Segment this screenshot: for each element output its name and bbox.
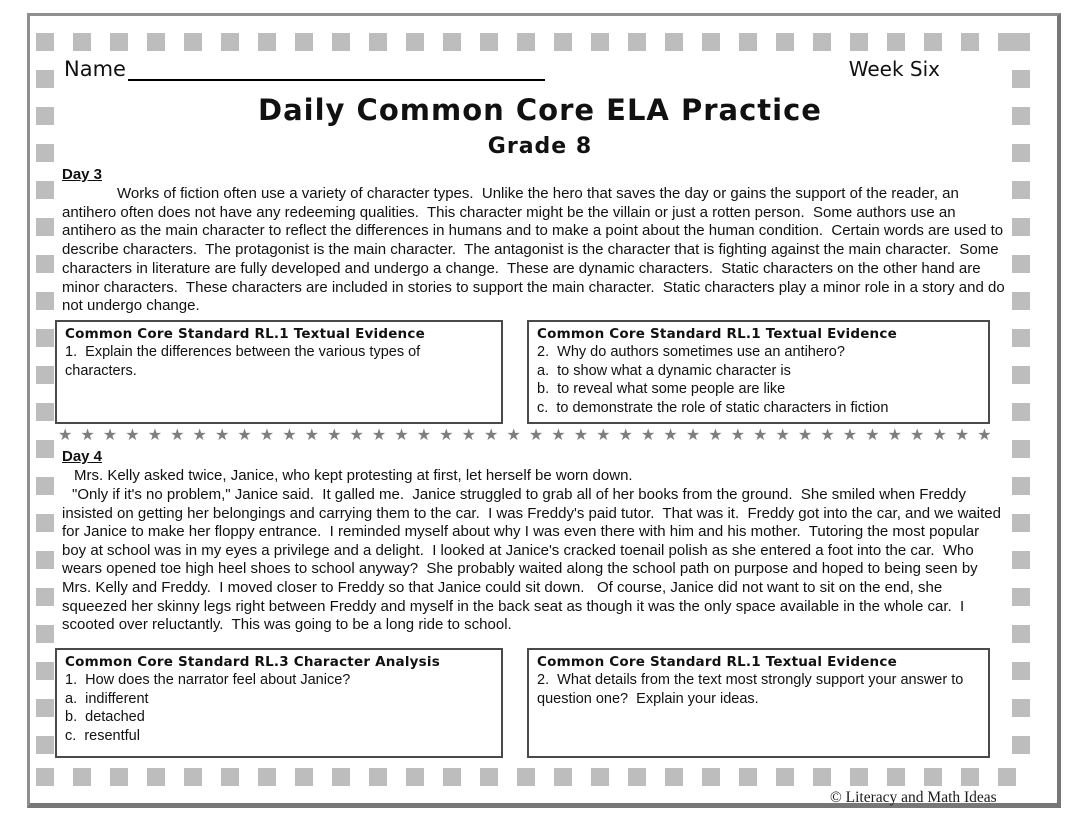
- star-icon: ★: [842, 427, 858, 444]
- day4-heading: Day 4: [62, 448, 103, 465]
- star-icon: ★: [237, 427, 252, 444]
- answer-choice-c: c. resentful: [65, 727, 140, 744]
- week-label: Week Six: [848, 57, 940, 81]
- star-icon: ★: [506, 427, 521, 444]
- star-icon: ★: [797, 427, 813, 444]
- star-icon: ★: [663, 427, 678, 444]
- question-line: 1. Explain the differences between the various types of characters.: [65, 344, 425, 379]
- star-icon: ★: [58, 427, 73, 444]
- day3-question-boxes: [55, 320, 990, 424]
- star-icon: ★: [932, 427, 947, 444]
- star-separator: [58, 427, 992, 445]
- name-label: Name: [64, 57, 126, 81]
- star-icon: ★: [125, 427, 140, 444]
- question-line: 2. Why do authors sometimes use an antihero?: [537, 344, 845, 360]
- day4-question-boxes: [55, 648, 990, 758]
- star-icon: ★: [102, 427, 118, 444]
- star-icon: ★: [708, 427, 723, 444]
- copyright-credit: © Literacy and Math Ideas: [830, 789, 997, 806]
- day4-question-box-right: [527, 648, 990, 758]
- question-line: 2. What details from the text most strongly support your answer to question one? Explain your ideas.: [537, 672, 968, 707]
- star-icon: ★: [461, 427, 476, 444]
- star-icon: ★: [439, 427, 454, 444]
- star-icon: ★: [640, 427, 656, 444]
- star-icon: ★: [775, 427, 790, 444]
- star-icon: ★: [371, 427, 387, 444]
- square-border-bottom: [36, 768, 1034, 786]
- star-icon: ★: [618, 427, 633, 444]
- star-icon: ★: [753, 427, 768, 444]
- star-icon: ★: [147, 427, 163, 444]
- star-icon: ★: [259, 427, 275, 444]
- standard-header: Common Core Standard RL.1 Textual Evidence: [537, 326, 897, 342]
- star-icon: ★: [484, 427, 499, 444]
- star-icon: ★: [304, 427, 319, 444]
- star-icon: ★: [528, 427, 544, 444]
- star-icon: ★: [865, 427, 880, 444]
- day3-question-box-left: [55, 320, 503, 424]
- answer-choice-b: b. detached: [65, 709, 145, 726]
- standard-header: Common Core Standard RL.1 Textual Evidence: [65, 326, 425, 342]
- answer-choice-c: c. to demonstrate the role of static characters in fiction: [537, 399, 889, 416]
- star-icon: ★: [170, 427, 185, 444]
- day3-heading: Day 3: [62, 166, 103, 183]
- star-icon: ★: [214, 427, 230, 444]
- star-icon: ★: [820, 427, 835, 444]
- star-icon: ★: [551, 427, 566, 444]
- star-icon: ★: [394, 427, 409, 444]
- answer-choice-a: a. indifferent: [65, 690, 149, 707]
- star-icon: ★: [910, 427, 925, 444]
- star-icon: ★: [596, 427, 611, 444]
- star-icon: ★: [887, 427, 902, 444]
- star-icon: ★: [954, 427, 970, 444]
- star-icon: ★: [977, 427, 992, 444]
- star-icon: ★: [685, 427, 701, 444]
- standard-header: Common Core Standard RL.3 Character Analysis: [65, 654, 440, 670]
- name-blank-line: [128, 57, 545, 81]
- day3-question-box-right: [527, 320, 990, 424]
- answer-choice-a: a. to show what a dynamic character is: [537, 362, 791, 379]
- star-icon: ★: [349, 427, 364, 444]
- page-subtitle: Grade 8: [487, 134, 593, 159]
- square-border-top: [36, 33, 1034, 51]
- star-icon: ★: [730, 427, 745, 444]
- star-icon: ★: [80, 427, 95, 444]
- day3-passage: Works of fiction often use a variety of character types. Unlike the hero that saves the day or gains the support of the reader, an antihero often does not have any redeeming qualities. This character might be the villain or just a rotten person. Some authors use an antihero as the main character to reflect the differences in humans and to make a point about the human condition. Certain words are used to describe characters. The protagonist is the main character. The antagonist is the character that is fighting against the main character. Some characters in literature are fully developed and undergo a change. These are dynamic characters. Static characters on the other hand are minor characters. These characters are included in stories to support the main character. Static characters play a minor role in a story and do not undergo change.: [62, 185, 1009, 315]
- question-line: 1. How does the narrator feel about Janice?: [65, 672, 351, 688]
- page-title: Daily Common Core ELA Practice: [258, 93, 822, 127]
- day4-paragraph-2: "Only if it's no problem," Janice said. It galled me. Janice struggled to grab all of her books from the ground. She smiled when Freddy insisted on getting her belongings and carrying them to the car. I was Freddy's paid tutor. That was it. Freddy got into the car, and we waited for Janice to make her floppy entrance. I reminded myself about why I was even there with him and his mother. Tutoring the most popular boy at school was in my eyes a privilege and a delight. I looked at Janice's cracked toenail polish as she entered a foot into the car. Who wears opened toe high heel shoes to school anyway? She probably waited along the school path on purpose and hoped to being seen by Mrs. Kelly and Freddy. I moved closer to Freddy so that Janice could sit down. Of course, Janice did not want to sit on the end, she squeezed her skinny legs right between Freddy and myself in the back seat as though it was the only space available in the whole car. I scooted over reluctantly. This was going to be a long ride to school.: [62, 486, 1006, 634]
- day4-question-box-left: [55, 648, 503, 758]
- day4-paragraph-1: Mrs. Kelly asked twice, Janice, who kept protesting at first, let herself be worn down.: [74, 467, 633, 484]
- standard-header: Common Core Standard RL.1 Textual Evidence: [537, 654, 897, 670]
- star-icon: ★: [192, 427, 207, 444]
- star-icon: ★: [573, 427, 589, 444]
- star-icon: ★: [327, 427, 342, 444]
- header-row: [64, 57, 940, 81]
- star-icon: ★: [416, 427, 432, 444]
- star-icon: ★: [282, 427, 297, 444]
- answer-choice-b: b. to reveal what some people are like: [537, 381, 786, 398]
